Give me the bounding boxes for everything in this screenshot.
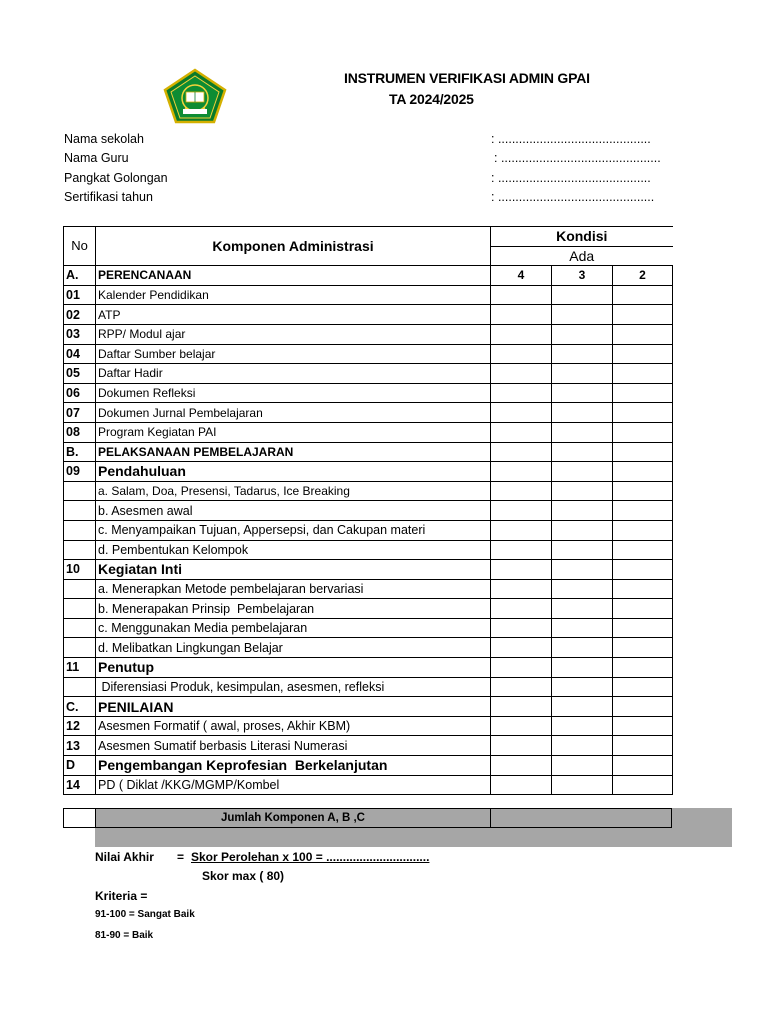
table-row <box>64 422 673 442</box>
row-component: Kegiatan Inti <box>96 560 491 580</box>
nilai-denominator: Skor max ( 80) <box>202 869 285 883</box>
score-cell[interactable] <box>491 324 552 344</box>
row-number <box>64 540 96 560</box>
row-component: Pengembangan Keprofesian Berkelanjutan <box>96 756 491 776</box>
row-number: 14 <box>64 775 96 795</box>
row-number: 09 <box>64 462 96 482</box>
row-number: 07 <box>64 403 96 423</box>
score-cell[interactable] <box>491 599 552 619</box>
score-cell[interactable] <box>552 305 613 325</box>
score-cell[interactable] <box>491 736 552 756</box>
row-number <box>64 501 96 521</box>
row-number <box>64 599 96 619</box>
score-cell[interactable] <box>491 697 552 717</box>
score-cell[interactable] <box>613 638 673 658</box>
score-cell[interactable] <box>491 775 552 795</box>
row-component: Diferensiasi Produk, kesimpulan, asesmen, refleksi <box>96 677 491 697</box>
row-number: 02 <box>64 305 96 325</box>
score-cell[interactable] <box>613 324 673 344</box>
row-component: a. Menerapkan Metode pembelajaran bervariasi <box>96 579 491 599</box>
row-component: Program Kegiatan PAI <box>96 422 491 442</box>
score-cell[interactable] <box>552 481 613 501</box>
kriteria-label: Kriteria = <box>95 889 148 903</box>
score-cell[interactable] <box>613 383 673 403</box>
table-row <box>64 520 673 540</box>
score-cell[interactable] <box>613 344 673 364</box>
score-cell[interactable] <box>552 442 613 462</box>
score-cell[interactable] <box>552 344 613 364</box>
score-cell[interactable] <box>491 364 552 384</box>
score-cell[interactable] <box>491 442 552 462</box>
row-component: PENILAIAN <box>96 697 491 717</box>
row-component: a. Salam, Doa, Presensi, Tadarus, Ice Breaking <box>96 481 491 501</box>
row-number: A. <box>64 266 96 286</box>
table-row <box>64 736 673 756</box>
score-cell[interactable] <box>552 560 613 580</box>
kemenag-logo <box>163 68 227 124</box>
table-row <box>64 285 673 305</box>
score-cell[interactable] <box>613 285 673 305</box>
info-value-sekolah[interactable]: : ............................................ <box>491 132 651 146</box>
col-no-header: No <box>64 227 96 266</box>
info-value-guru[interactable]: : .............................................. <box>494 151 661 165</box>
score-cell[interactable] <box>552 403 613 423</box>
score-cell[interactable] <box>613 599 673 619</box>
score-cell[interactable] <box>613 618 673 638</box>
score-cell[interactable] <box>613 697 673 717</box>
score-cell[interactable] <box>552 540 613 560</box>
nilai-eq: = <box>177 850 185 864</box>
info-label-sertifikasi: Sertifikasi tahun <box>64 190 153 204</box>
table-row <box>64 344 673 364</box>
info-value-pangkat[interactable]: : ............................................ <box>491 171 651 185</box>
score-cell[interactable] <box>613 677 673 697</box>
score-cell[interactable] <box>552 697 613 717</box>
score-cell[interactable] <box>613 403 673 423</box>
document-title: INSTRUMEN VERIFIKASI ADMIN GPAI <box>344 70 590 86</box>
row-number: 12 <box>64 716 96 736</box>
table-row <box>64 364 673 384</box>
row-number: 03 <box>64 324 96 344</box>
row-component: Asesmen Sumatif berbasis Literasi Numerasi <box>96 736 491 756</box>
score-cell[interactable] <box>491 540 552 560</box>
row-number: B. <box>64 442 96 462</box>
row-component: d. Pembentukan Kelompok <box>96 540 491 560</box>
score-cell[interactable] <box>552 658 613 678</box>
table-row <box>64 560 673 580</box>
table-row <box>64 383 673 403</box>
row-number: 05 <box>64 364 96 384</box>
row-number: 10 <box>64 560 96 580</box>
score-cell[interactable] <box>613 305 673 325</box>
table-row <box>64 266 673 286</box>
info-value-sertifikasi[interactable]: : ............................................. <box>491 190 655 204</box>
table-row <box>64 305 673 325</box>
row-number <box>64 579 96 599</box>
col-component-header: Komponen Administrasi <box>96 227 491 266</box>
score-cell[interactable] <box>552 756 613 776</box>
row-component: Penutup <box>96 658 491 678</box>
score-cell[interactable] <box>552 618 613 638</box>
score-cell[interactable] <box>613 364 673 384</box>
table-row <box>64 501 673 521</box>
row-component: Dokumen Refleksi <box>96 383 491 403</box>
score-cell[interactable] <box>491 305 552 325</box>
table-row <box>64 403 673 423</box>
score-cell[interactable] <box>552 599 613 619</box>
row-component: Daftar Sumber belajar <box>96 344 491 364</box>
kriteria-1: 91-100 = Sangat Baik <box>95 909 195 920</box>
score-cell[interactable] <box>552 364 613 384</box>
score-cell[interactable] <box>491 344 552 364</box>
table-row <box>64 481 673 501</box>
row-component: PELAKSANAAN PEMBELAJARAN <box>96 442 491 462</box>
nilai-label: Nilai Akhir <box>95 850 154 864</box>
score-cell[interactable] <box>491 285 552 305</box>
row-component: Pendahuluan <box>96 462 491 482</box>
table-row <box>64 618 673 638</box>
info-label-sekolah: Nama sekolah <box>64 132 144 146</box>
row-component: c. Menyampaikan Tujuan, Appersepsi, dan Cakupan materi <box>96 520 491 540</box>
score-cell[interactable] <box>552 638 613 658</box>
score-cell[interactable] <box>613 658 673 678</box>
score-cell[interactable] <box>491 422 552 442</box>
score-cell[interactable] <box>552 285 613 305</box>
score-cell[interactable] <box>552 520 613 540</box>
score-header-4: 4 <box>491 266 552 286</box>
row-number: D <box>64 756 96 776</box>
score-header-2: 2 <box>613 266 673 286</box>
score-cell[interactable] <box>613 462 673 482</box>
score-cell[interactable] <box>491 481 552 501</box>
score-cell[interactable] <box>491 579 552 599</box>
table-row <box>64 697 673 717</box>
score-cell[interactable] <box>491 560 552 580</box>
nilai-formula: Skor Perolehan x 100 = ............................... <box>191 850 430 864</box>
score-cell[interactable] <box>613 422 673 442</box>
score-cell[interactable] <box>491 756 552 776</box>
score-cell[interactable] <box>613 560 673 580</box>
col-kondisi-header: Kondisi <box>491 227 673 247</box>
row-number: C. <box>64 697 96 717</box>
row-number: 13 <box>64 736 96 756</box>
table-row <box>64 638 673 658</box>
row-component: PERENCANAAN <box>96 266 491 286</box>
row-number: 01 <box>64 285 96 305</box>
row-number <box>64 481 96 501</box>
col-ada-header: Ada <box>491 246 673 266</box>
table-row <box>64 599 673 619</box>
table-row <box>64 658 673 678</box>
row-component: b. Asesmen awal <box>96 501 491 521</box>
score-cell[interactable] <box>552 736 613 756</box>
info-label-pangkat: Pangkat Golongan <box>64 171 168 185</box>
score-cell[interactable] <box>552 422 613 442</box>
table-row <box>64 756 673 776</box>
kriteria-2: 81-90 = Baik <box>95 930 154 941</box>
row-number <box>64 677 96 697</box>
table-row <box>64 324 673 344</box>
table-row <box>64 677 673 697</box>
info-label-guru: Nama Guru <box>64 151 129 165</box>
row-component: Kalender Pendidikan <box>96 285 491 305</box>
row-number <box>64 638 96 658</box>
score-cell[interactable] <box>613 579 673 599</box>
row-component: Asesmen Formatif ( awal, proses, Akhir KBM) <box>96 716 491 736</box>
score-cell[interactable] <box>613 540 673 560</box>
sum-label: Jumlah Komponen A, B ,C <box>95 808 491 828</box>
score-cell[interactable] <box>491 618 552 638</box>
table-row <box>64 540 673 560</box>
score-cell[interactable] <box>491 658 552 678</box>
score-cell[interactable] <box>491 520 552 540</box>
table-row <box>64 442 673 462</box>
admin-table <box>63 226 673 795</box>
row-component: Dokumen Jurnal Pembelajaran <box>96 403 491 423</box>
score-cell[interactable] <box>552 462 613 482</box>
row-number: 04 <box>64 344 96 364</box>
sum-no-cell <box>63 808 96 828</box>
table-row <box>64 716 673 736</box>
row-component: RPP/ Modul ajar <box>96 324 491 344</box>
table-row <box>64 775 673 795</box>
score-cell[interactable] <box>613 716 673 736</box>
score-cell[interactable] <box>613 736 673 756</box>
document-subtitle: TA 2024/2025 <box>389 91 474 107</box>
row-number: 11 <box>64 658 96 678</box>
score-cell[interactable] <box>491 638 552 658</box>
score-cell[interactable] <box>613 442 673 462</box>
row-number <box>64 618 96 638</box>
score-cell[interactable] <box>491 501 552 521</box>
row-component: PD ( Diklat /KKG/MGMP/Kombel <box>96 775 491 795</box>
score-cell[interactable] <box>491 677 552 697</box>
score-cell[interactable] <box>491 462 552 482</box>
score-cell[interactable] <box>552 677 613 697</box>
score-cell[interactable] <box>491 716 552 736</box>
row-component: c. Menggunakan Media pembelajaran <box>96 618 491 638</box>
row-component: ATP <box>96 305 491 325</box>
row-number: 08 <box>64 422 96 442</box>
score-cell[interactable] <box>613 501 673 521</box>
row-number: 06 <box>64 383 96 403</box>
row-number <box>64 520 96 540</box>
row-component: Daftar Hadir <box>96 364 491 384</box>
score-cell[interactable] <box>613 775 673 795</box>
score-cell[interactable] <box>552 501 613 521</box>
score-header-3: 3 <box>552 266 613 286</box>
table-row <box>64 579 673 599</box>
score-cell[interactable] <box>613 520 673 540</box>
sum-value-cell[interactable] <box>490 808 672 828</box>
score-cell[interactable] <box>552 716 613 736</box>
score-cell[interactable] <box>552 383 613 403</box>
score-cell[interactable] <box>552 324 613 344</box>
score-cell[interactable] <box>613 756 673 776</box>
table-row <box>64 462 673 482</box>
row-component: d. Melibatkan Lingkungan Belajar <box>96 638 491 658</box>
score-cell[interactable] <box>613 481 673 501</box>
score-cell[interactable] <box>552 775 613 795</box>
row-component: b. Menerapakan Prinsip Pembelajaran <box>96 599 491 619</box>
score-cell[interactable] <box>491 383 552 403</box>
score-cell[interactable] <box>552 579 613 599</box>
score-cell[interactable] <box>491 403 552 423</box>
